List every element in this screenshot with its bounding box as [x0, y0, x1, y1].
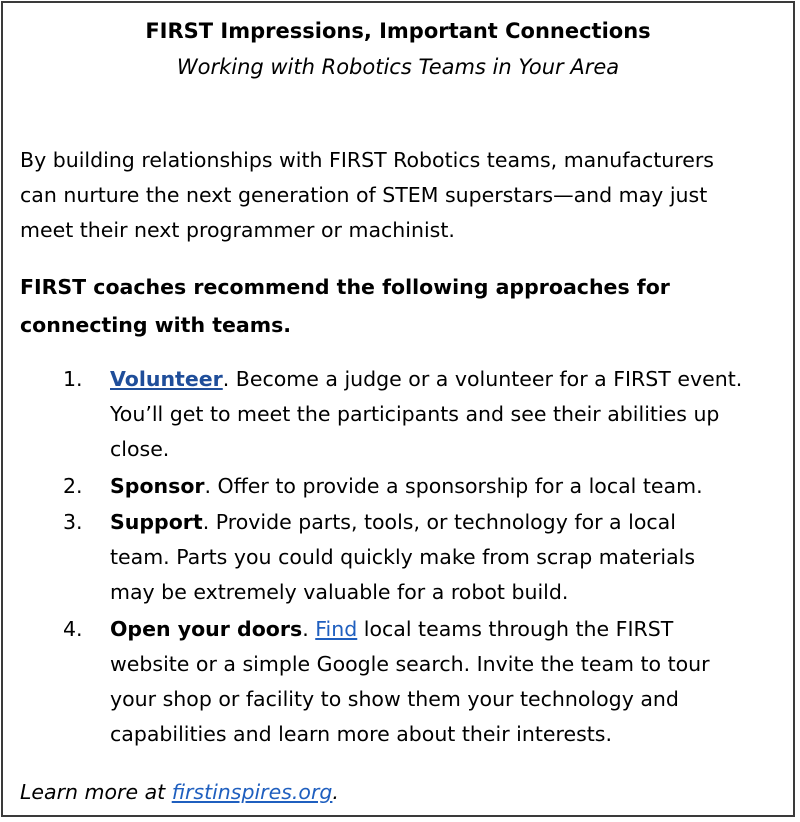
volunteer-link[interactable]: Volunteer	[110, 367, 223, 391]
list-line	[110, 612, 790, 647]
learn-more-line	[20, 775, 339, 810]
list-line-text: . Offer to provide a sponsorship for a local team.	[204, 474, 703, 498]
list-line-text: . Provide parts, tools, or technology for a local	[202, 510, 676, 534]
list-line: may be extremely valuable for a robot build.	[110, 580, 569, 604]
document-subtitle: Working with Robotics Teams in Your Area	[176, 55, 620, 79]
list-item-body	[110, 612, 790, 752]
list-line: You’ll get to meet the participants and see their abilities up	[110, 402, 720, 426]
list-number: 3.	[63, 510, 83, 534]
lead-paragraph	[20, 268, 790, 344]
list-line: capabilities and learn more about their interests.	[110, 722, 612, 746]
intro-line: By building relationships with FIRST Robotics teams, manufacturers	[20, 148, 714, 172]
intro-paragraph	[20, 143, 790, 248]
footer-suffix: .	[332, 780, 339, 804]
footer-prefix: Learn more at	[20, 780, 172, 804]
list-line	[110, 505, 790, 540]
list-line: close.	[110, 437, 170, 461]
list-number: 2.	[63, 474, 83, 498]
list-line-text: . Become a judge or a volunteer for a FIRST event.	[222, 367, 743, 391]
document-title: FIRST Impressions, Important Connections	[145, 19, 651, 43]
list-line: team. Parts you could quickly make from scrap materials	[110, 545, 696, 569]
list-term: Sponsor	[110, 474, 205, 498]
firstinspires-link[interactable]: firstinspires.org	[171, 780, 333, 804]
lead-line: FIRST coaches recommend the following approaches for	[20, 275, 670, 299]
intro-line: meet their next programmer or machinist.	[20, 218, 455, 242]
list-item-body	[110, 469, 790, 504]
list-number: 4.	[63, 617, 83, 641]
list-line: website or a simple Google search. Invite the team to tour	[110, 652, 710, 676]
list-term: Support	[110, 510, 203, 534]
find-link[interactable]: Find	[315, 617, 358, 641]
intro-line: can nurture the next generation of STEM superstars—and may just	[20, 183, 708, 207]
list-number: 1.	[63, 367, 83, 391]
list-line: your shop or facility to show them your technology and	[110, 687, 679, 711]
content-box	[1, 1, 795, 817]
list-item-body	[110, 362, 790, 467]
list-line-text: .	[302, 617, 316, 641]
list-line	[110, 362, 790, 397]
list-line	[110, 469, 790, 504]
list-item-body	[110, 505, 790, 610]
list-line-text: local teams through the FIRST	[357, 617, 674, 641]
list-term: Open your doors	[110, 617, 303, 641]
lead-line: connecting with teams.	[20, 313, 292, 337]
